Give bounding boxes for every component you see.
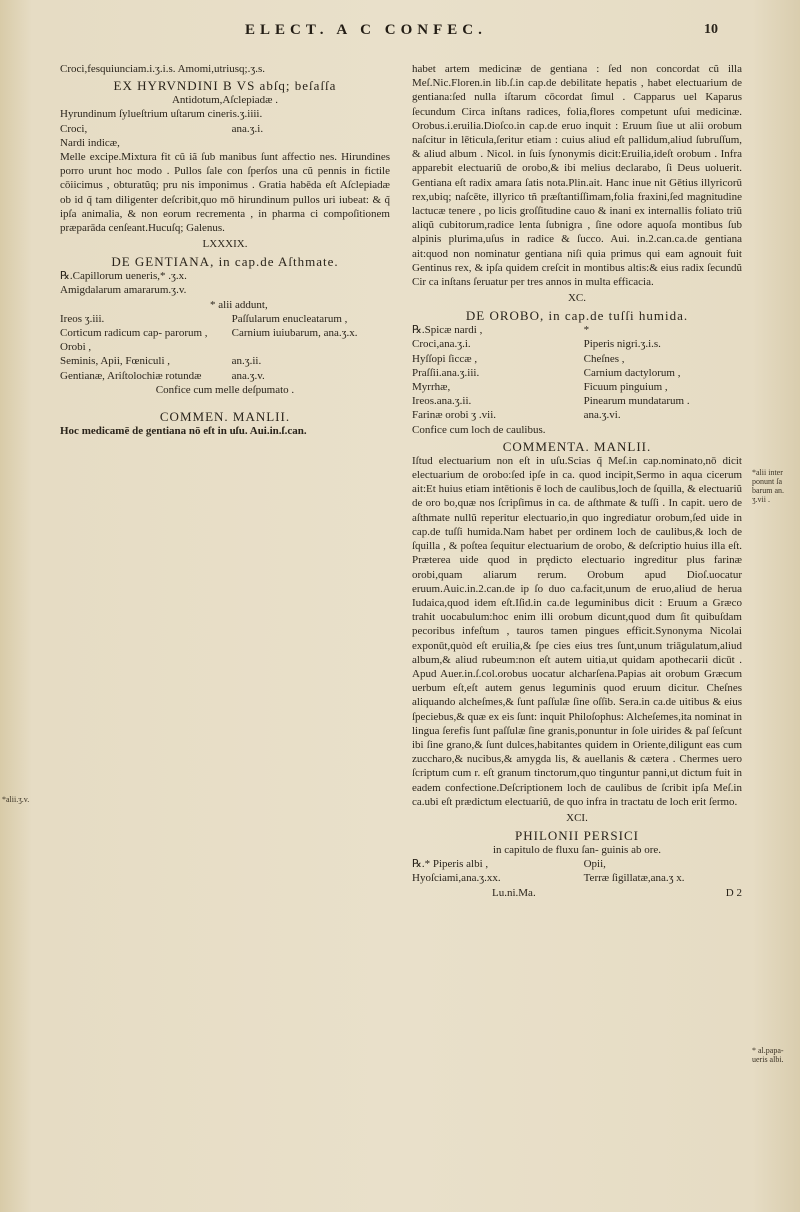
recipe-item: ana.ʒ.vi. [583,409,621,422]
recipe-row [412,337,742,351]
recipe-item: ℞.Spicæ nardi , [412,324,483,337]
recipe-item [232,340,390,354]
left-column [60,62,390,438]
section-number: XC. [567,292,587,305]
recipe-item: Corticum radicum cap- parorum , [60,327,208,340]
recipe-amount: ana.ʒ.i. [231,122,264,135]
recipe-item: * [583,324,590,337]
recipe-item: Hyoſciami,ana.ʒ.xx. [412,872,501,885]
recipe-row [60,122,390,150]
recipe-item: Paſſularum enucleatarum , [231,312,348,325]
recipe-row [412,857,742,871]
section-number: LXXXIX. [202,238,248,251]
confice-line: Confice cum loch de caulibus. [412,423,546,436]
recipe-row [412,886,742,900]
recipe-item: Pinearum mundatarum . [583,395,690,408]
recipe-row [60,340,390,354]
recipe-row [412,394,742,408]
star-note: * alii addunt, [210,298,268,311]
recipe-item: Ireos ʒ.iii. [60,312,105,325]
confice-line: Confice cum melle deſpumato . [155,383,295,396]
margin-note: *alii.ʒ.v. [2,795,30,804]
section-heading-gentiana: DE GENTIANA, in cap.de Aſthmate. [111,254,339,270]
page-header [0,22,800,48]
recipe-item: Carnium dactylorum , [583,366,681,379]
recipe-item: Gentianæ, Ariſtolochiæ rotundæ [60,369,202,382]
section-body-text: Melle excipe.Mixtura fit cũ iã ſub manibus ſunt affectio nes. Hirundines porro urunt hoc modo . Pullos ſale con ſperſos una cũ pennis in fictile cōiicimus , obturatũq; pru nis imponimus . Gratia habēda eſt Aſclepiadæ ob id q̃ tam diligenter deſcribit,quo mō hirundinum pullos uri iubeat: & q̃ ipſa animalia, & non eorum recrementa , in pharma ci compoſitionem præparāda cenſeant.Hucuſq; Galenus. [60,151,390,235]
recipe-row [60,326,390,340]
recipe-item: ana.ʒ.v. [231,369,265,382]
folio-number: 10 [704,22,718,37]
recipe-row [412,408,742,422]
recipe-item: Lu.ni.Ma. [492,886,536,899]
right-column [412,62,742,900]
recipe-item: Croci, [60,122,88,135]
recipe-item: Hyſſopi ſiccæ , [412,352,478,365]
recipe-row [412,871,742,885]
comment-text: Hoc medicamē de gentiana nō eſt in uſu. Aui.in.ſ.can. [60,425,307,438]
comment-text: Iſtud electuarium non eſt in uſu.Scias q̃ Meſ.in cap.nominato,nō dicit electuarium de orobo:ſed ipſe in ca. quod incipit,Sermo in aqua cicerum ait:Et huius etiam intētionis ē loch de caulibus,loch de ſquilla, & electuariũ de oro bo,quæ nos ſcripſimus in ca. de aſthmate & tuſſi . In capit. uero de aſthmate nullũ reperitur electuario,in quo ingrediatur orobum,ſed uide in cap.de tuſſi humida.Nam habet per ordinem loch de caulibus,& loch de ſquilla , & poſtea ſequitur electuarium de orobo, & deſcriptio huius illa eſt. Præterea uide quod in prędicto electuario ingreditur plus farinæ orobi,quam aliarum rerum. Orobum apud Dioſ.uocatur eruum.Auic.in.2.can.de ip ſo duo ca.facit,unum de eruo,aliud de herua Iudaica,quod idem eſt.Iſid.in ca.de leguminibus dicit : Eruum a Græco trahit uocabulum:hoc enim illi orobum dicunt,quod dum ſit quibuſdam pecoribus infeſtum , tauros tamen pingues efficit.Synonyma Nicolai exponūt,quòd eſt eruilia,& ſpe cies eius tres ſunt,unum triāgulatum,aliud album,& aliud rubeum:non eſt autem uitia,ut quidam apothecarii dicūt . Apud Auer.in.ſ.col.orobus uocatur alcharſena.Papias ait orobum Græcum uerbum eſt,eſt autem genus leguminis quod eruum dicitur. Cheſnes aliquando alcheſmes,& ſunt paſſulæ ſine oſſib. Sera.in ca.de uitibus & eius ſpeciebus,& quæ ex eis ſunt: inquit Philoſophus: Alcheſemes,ita nominat in lingua ſerefis ſunt paſſulæ ſine granis,ponuntur in ſole uirides & paſ ſeſcunt ibi ſine grano,& ſunt dulces,habitantes quidem in Oriente,diligunt eas cum zuccharo,& nucibus,& amygda lis, & auellanis & cætera . Chermes uero ſcriptum cum r. eſt granum tinctorum,quo tinguntur panni,ut dictum fuit in eadem confectione.Deſcriptionem loch de caulibus de ſcribit ipſa Meſ.in ca.ubi eſt prædictum electuariũ, de quo infra in tractatu de loch erit ſermo. [412,454,742,808]
recipe-item: Orobi , [60,341,92,354]
section-heading-orobo: DE OROBO, in cap.de tuſſi humida. [465,308,689,324]
recipe-item: an.ʒ.ii. [231,355,262,368]
recipe-row [412,380,742,394]
recipe-item: Farinæ orobi ʒ .vii. [412,409,497,422]
running-title: ELECT. A C CONFEC. [245,22,487,38]
recipe-item: Carnium iuiubarum, ana.ʒ.x. [231,327,358,340]
recipe-item: Seminis, Apii, Fœniculi , [60,355,171,368]
recipe-item: Cheſnes , [583,352,625,365]
recipe-row [60,369,390,383]
margin-note: *alii inter ponunt ſa barum an. ʒ.vii . [752,468,784,504]
recipe-row [412,323,742,337]
comment-heading: COMMENTA. MANLII. [502,438,652,454]
comment-heading: COMMEN. MANLII. [159,409,291,425]
recipe-item: Ficuum pinguium , [583,381,668,394]
left-body-text: Croci,fesquiunciam.i.ʒ.i.s. Amomi,utriusq;.ʒ.s. [60,63,266,75]
recipe-row [60,354,390,368]
section-subheading: Antidotum,Aſclepiadæ . [171,94,278,107]
signature-mark: D 2 [725,886,742,899]
recipe-line: Hyrundinum ſylueſtrium uſtarum cineris.ʒ.iiii. [60,108,263,121]
section-number: XCI. [566,811,588,824]
recipe-item: ℞.* Piperis albi , [412,858,489,871]
recipe-row [60,312,390,326]
recipe-item: Croci,ana.ʒ.i. [412,338,471,351]
right-body-text: habet artem medicinæ de gentiana : ſed non concordat cũ illa Meſ.Nic.Floren.in lib.ſ.in cap.de debilitate hepatis , habet electuarium de gentiana:ſed nulla iſtarum cōcordat ſimul . Capparus uel Kaparus ſecundum Circa inſtans radices, folia,flores competunt uſui medicinæ. Orobus.i.eruilia.Dioſco.in cap.de eruo inquit : Eruum ſiue ut alii orobum naſcitur in lēticula,ſeritur etiam : cuius aliud eſt pallidum,aliud ſubruſſum, & aliud album . Nicol. in ſuis ſynonymis dicit:Eruilia,ideſt orobum . Infra apparebit electuariũ de orobo,& ibi melius declarabo, ſi Deus uoluerit. Gentiana eſt radix amara ſatis nota.Plin.ait. Hanc inue nit Gētius illyricorũ rex,ubiq; naſcēte, illyrico tñ præſtantiſſimam,folia fraxini,ſed magnitudine lactucæ tenere , po licis groſſitudine cauo & inani ex internallis foliato triũ aliqũ cubitorum,radice lenta ſubnigra , ſine odore aquoſa montibus ſub alpinis plurima,uſus in radice & ſucco. Aui. in.2.can.ca.de gentiana ait:quod non nominatur gentiana niſi quia primus qui eam agnouit fuit Gentinus rex, & ipſa quidem creſcit in montibus altis:& eius radix ſecundũ Cir ca inſtans ſeruatur per tres annos in multa efficacia. [412,63,742,289]
recipe-item: Nardi indicæ, [60,136,120,149]
section-heading-philonii: PHILONII PERSICI [515,827,639,843]
recipe-item: Piperis nigri.ʒ.i.s. [583,338,661,351]
section-subheading: in capitulo de fluxu ſan- guinis ab ore. [492,843,661,856]
recipe-item: Terræ ſigillatæ,ana.ʒ x. [583,872,685,885]
recipe-line: Amigdalarum amararum.ʒ.v. [60,284,187,297]
margin-note: * al.papa- ueris albi. [752,1046,784,1064]
recipe-row [412,366,742,380]
recipe-item: Ireos.ana.ʒ.ii. [412,395,472,408]
recipe-item: Opii, [583,858,606,871]
section-heading-hyrundinibus: EX HYRVNDINI B VS abſq; beſaſſa [113,78,337,94]
recipe-item: Praſſii.ana.ʒ.iii. [412,366,480,379]
recipe-row [412,352,742,366]
recipe-line: ℞.Capillorum ueneris,* .ʒ.x. [60,270,187,283]
recipe-item: Myrrhæ, [412,381,451,394]
